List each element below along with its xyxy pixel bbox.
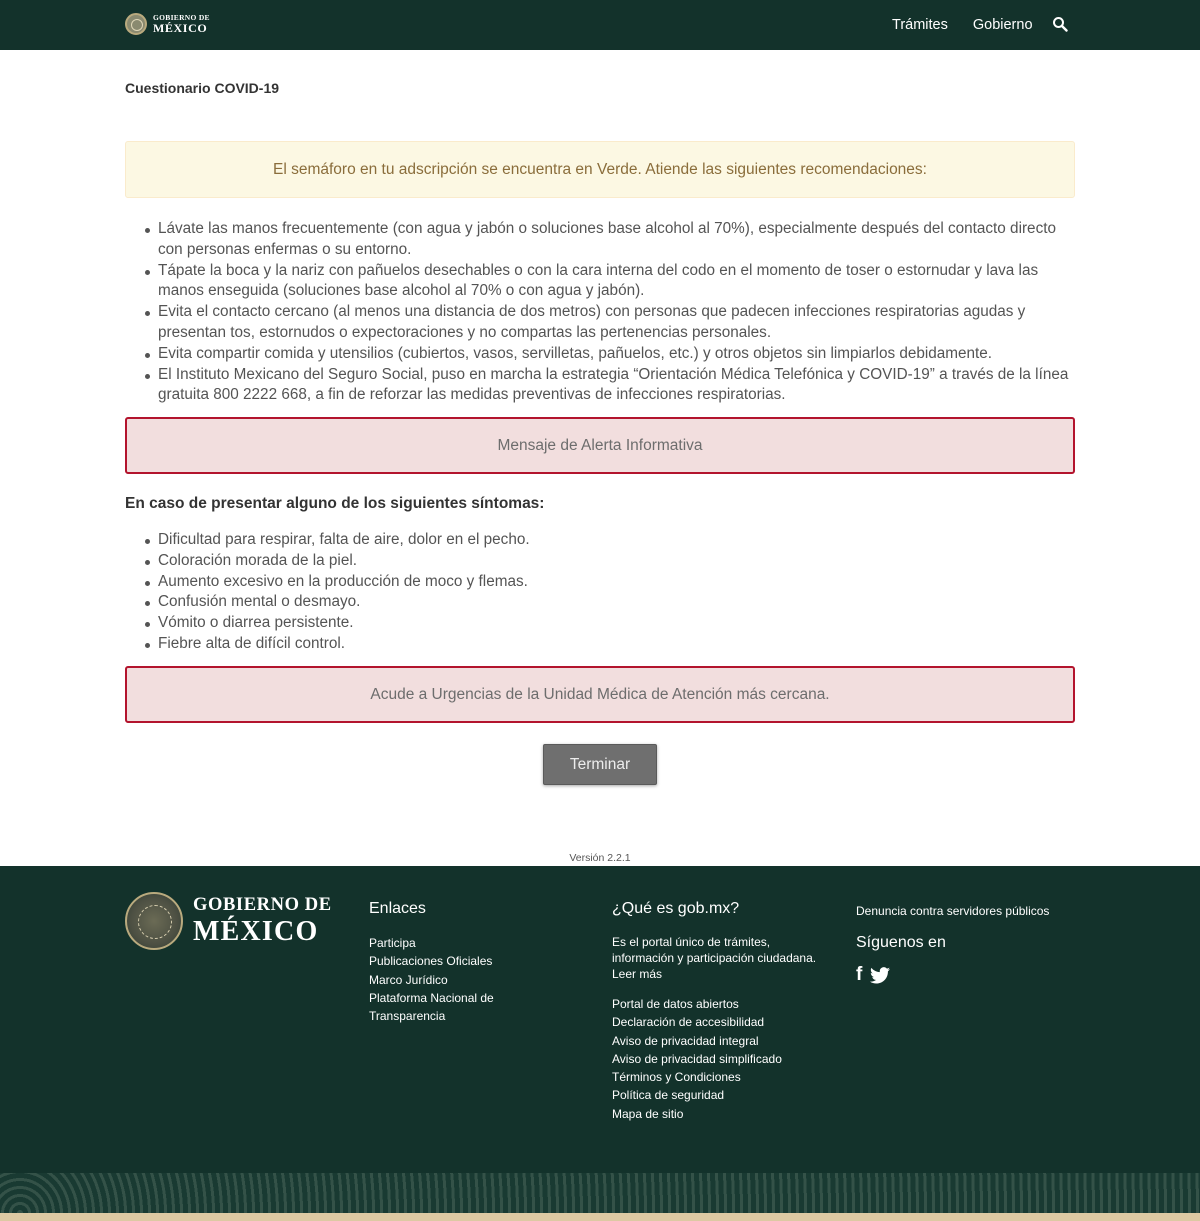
- list-item: Coloración morada de la piel.: [158, 551, 1078, 572]
- list-item: El Instituto Mexicano del Seguro Social, puso en marcha la estrategia “Orientación Médica Telefónica y COVID-19” a través de la línea gratuita 800 2222 668, a fin de reforzar las medidas preventivas de infecciones respiratorias.: [158, 365, 1078, 407]
- footer-link-mapa-sitio[interactable]: Mapa de sitio: [612, 1106, 684, 1121]
- logo-line1: GOBIERNO DE: [153, 13, 210, 23]
- footer-links-column: [369, 900, 539, 1025]
- footer-link-marco-juridico[interactable]: Marco Jurídico: [369, 972, 448, 987]
- list-item: Evita el contacto cercano (al menos una distancia de dos metros) con personas que padecen infecciones respiratorias agudas y presentan tos, estornudos o expectoraciones y no compartas las pertenencias personales.: [158, 302, 1078, 344]
- list-item: Fiebre alta de difícil control.: [158, 634, 1078, 655]
- logo-line2: MÉXICO: [153, 20, 208, 35]
- national-seal-icon: [125, 892, 183, 950]
- search-icon[interactable]: [1052, 16, 1068, 32]
- footer-link-publicaciones[interactable]: Publicaciones Oficiales: [369, 954, 493, 969]
- list-item: Evita compartir comida y utensilios (cubiertos, vasos, servilletas, pañuelos, etc.) y otros objetos sin limpiarlos debidamente.: [158, 344, 1078, 365]
- footer-link-datos-abiertos[interactable]: Portal de datos abiertos: [612, 997, 739, 1011]
- info-alert: Mensaje de Alerta Informativa: [125, 417, 1075, 474]
- footer-link-denuncia[interactable]: Denuncia contra servidores públicos: [856, 904, 1050, 918]
- gobierno-logo[interactable]: [125, 13, 210, 35]
- footer-logo-line1: GOBIERNO DE: [193, 895, 332, 916]
- footer-decorative-pattern: [0, 1173, 1200, 1213]
- social-links: [856, 964, 1086, 986]
- footer: [0, 866, 1200, 1221]
- facebook-icon[interactable]: f: [856, 964, 863, 986]
- footer-gold-bar: [0, 1213, 1200, 1221]
- footer-logo-line2: MÉXICO: [193, 915, 319, 947]
- page-title: Cuestionario COVID-19: [125, 80, 280, 96]
- footer-about-column: [612, 900, 817, 1123]
- top-navbar: [0, 0, 1200, 50]
- footer-link-privacidad-integral[interactable]: Aviso de privacidad integral: [612, 1033, 759, 1048]
- footer-link-accesibilidad[interactable]: Declaración de accesibilidad: [612, 1015, 765, 1030]
- symptoms-list: [158, 530, 1078, 655]
- finish-button[interactable]: Terminar: [543, 744, 657, 785]
- que-es-description: Es el portal único de trámites, información y participación ciudadana. Leer más: [612, 935, 817, 981]
- footer-link-privacidad-simplificado[interactable]: Aviso de privacidad simplificado: [612, 1051, 782, 1066]
- enlaces-heading: Enlaces: [369, 900, 426, 917]
- que-es-heading: ¿Qué es gob.mx?: [612, 900, 740, 917]
- recommendations-list: [158, 219, 1078, 406]
- list-item: Aumento excesivo en la producción de moco y flemas.: [158, 572, 1078, 593]
- list-item: Dificultad para respirar, falta de aire, dolor en el pecho.: [158, 530, 1078, 551]
- footer-link-terminos[interactable]: Términos y Condiciones: [612, 1070, 741, 1085]
- nav-tramites[interactable]: Trámites: [892, 17, 948, 33]
- footer-link-transparencia[interactable]: Plataforma Nacional de Transparencia: [369, 990, 494, 1024]
- semaforo-alert: El semáforo en tu adscripción se encuentra en Verde. Atiende las siguientes recomendaciones:: [125, 141, 1075, 198]
- footer-link-participa[interactable]: Participa: [369, 936, 416, 950]
- list-item: Confusión mental o desmayo.: [158, 592, 1078, 613]
- national-seal-icon: [125, 13, 147, 35]
- footer-link-seguridad[interactable]: Política de seguridad: [612, 1088, 725, 1103]
- twitter-icon[interactable]: [870, 967, 890, 984]
- version-label: Versión 2.2.1: [569, 852, 631, 864]
- urgent-alert: Acude a Urgencias de la Unidad Médica de Atención más cercana.: [125, 666, 1075, 723]
- main-nav: [892, 17, 1068, 33]
- list-item: Tápate la boca y la nariz con pañuelos desechables o con la cara interna del codo en el momento de toser o estornudar y lava las manos enseguida (soluciones base alcohol al 70% o con agua y jabón).: [158, 261, 1078, 303]
- siguenos-heading: Síguenos en: [856, 934, 946, 952]
- list-item: Lávate las manos frecuentemente (con agua y jabón o soluciones base alcohol al 70%), especialmente después del contacto directo con personas enfermas o su entorno.: [158, 219, 1078, 261]
- symptoms-title: En caso de presentar alguno de los siguientes síntomas:: [125, 495, 545, 512]
- nav-gobierno[interactable]: Gobierno: [972, 17, 1033, 33]
- footer-social-column: [856, 902, 1086, 986]
- list-item: Vómito o diarrea persistente.: [158, 613, 1078, 634]
- footer-logo[interactable]: [125, 892, 332, 950]
